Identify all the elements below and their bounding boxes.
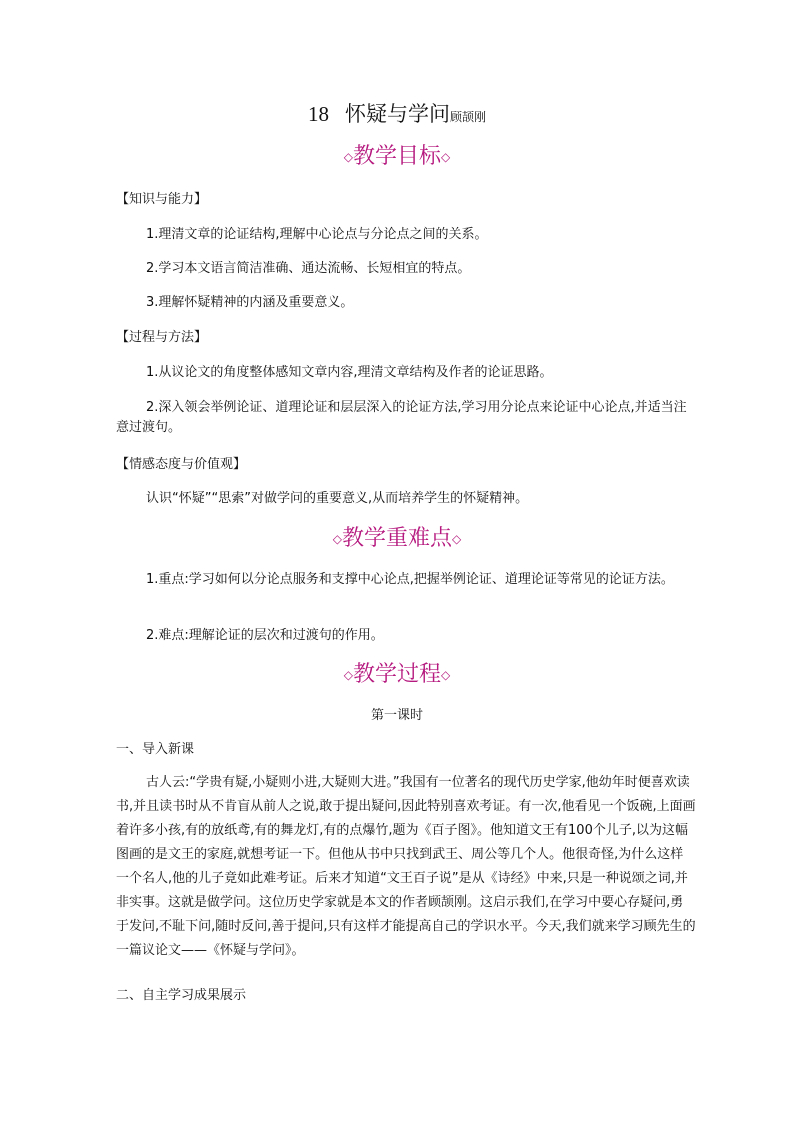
goal-item: 1.理清文章的论证结构,理解中心论点与分论点之间的关系。: [146, 227, 488, 242]
step-heading: 二、自主学习成果展示: [116, 988, 247, 1003]
section-heading-text: 教学重难点: [341, 526, 452, 551]
lesson-number: 18: [307, 102, 329, 126]
step-heading: 一、导入新课: [116, 742, 195, 757]
lesson-label: 第一课时: [370, 708, 423, 723]
subsection-label-process: 【过程与方法】: [116, 330, 208, 345]
diamond-icon: ◇: [332, 532, 342, 546]
section-heading-text: 教学过程: [352, 662, 441, 687]
keypoint-item: 2.难点:理解论证的层次和过渡句的作用。: [146, 628, 384, 643]
goal-item: 3.理解怀疑精神的内涵及重要意义。: [146, 295, 354, 310]
title-text: 怀疑与学问: [344, 102, 450, 126]
subsection-label-emotion: 【情感态度与价值观】: [116, 457, 247, 472]
intro-paragraph: 古人云:“学贵有疑,小疑则小进,大疑则大进。”我国有一位著名的现代历史学家,他幼年时便喜欢读书,并且读书时从不肯盲从前人之说,敢于提出疑问,因此特别喜欢考证。有一次,他看见一个饭碗,上面画着许多小孩,有的放纸鸢,有的舞龙灯,有的点爆竹,题为《百子图》。他知道文王有100个儿子,以为这幅图画的是文王的家庭,就想考证一下。但他从书中只找到武王、周公等几个人。他很奇怪,为什么这样一个名人,他的儿子竟如此难考证。后来才知道“文王百子说”是从《诗经》中来,只是一种说颂之词,并非实事。这就是做学问。这位历史学家就是本文的作者顾颉刚。这启示我们,在学习中要心存疑问,勇于发问,不耻下问,随时反问,善于提问,只有这样才能提高自己的学识水平。今天,我们就来学习顾先生的一篇议论文——《怀疑与学问》。: [116, 775, 696, 958]
goal-item: 2.学习本文语言简洁准确、通达流畅、长短相宜的特点。: [146, 261, 471, 276]
goal-item: 认识“怀疑”“思索”对做学问的重要意义,从而培养学生的怀疑精神。: [146, 491, 529, 506]
keypoint-item: 1.重点:学习如何以分论点服务和支撑中心论点,把握举例论证、道理论证等常见的论证方法。: [146, 572, 674, 587]
diamond-icon: ◇: [343, 150, 353, 164]
document-title: [0, 100, 794, 131]
goal-item: 2.深入领会举例论证、道理论证和层层深入的论证方法,学习用分论点来论证中心论点,并适当注意过渡句。: [116, 400, 687, 435]
section-heading-process: [0, 660, 794, 690]
goal-item: 1.从议论文的角度整体感知文章内容,理清文章结构及作者的论证思路。: [146, 365, 553, 380]
section-heading-goals: [0, 142, 794, 172]
section-heading-keypoints: [0, 524, 794, 554]
diamond-icon: ◇: [343, 668, 353, 682]
diamond-icon: ◇: [441, 150, 451, 164]
author-name: 顾颉刚: [449, 110, 486, 124]
section-heading-text: 教学目标: [352, 144, 441, 169]
diamond-icon: ◇: [441, 668, 451, 682]
subsection-label-knowledge: 【知识与能力】: [116, 192, 208, 207]
diamond-icon: ◇: [452, 532, 462, 546]
